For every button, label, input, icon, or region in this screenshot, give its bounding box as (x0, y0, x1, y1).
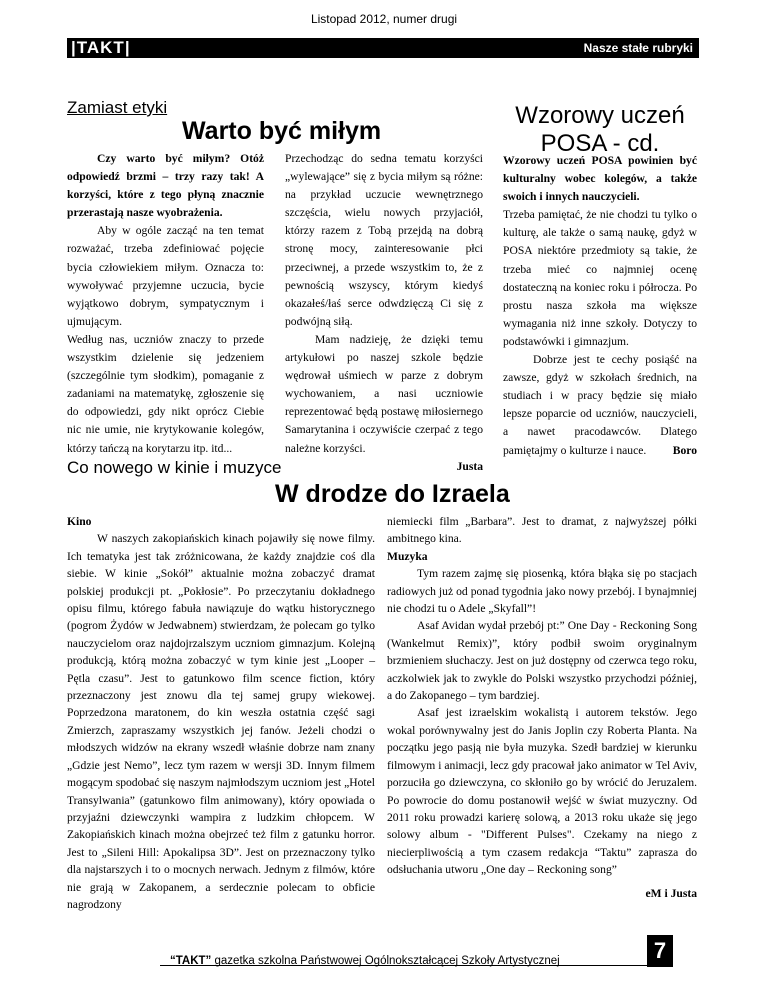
footer-text: gazetka szkolna Państwowej Ogólnokształcącej Szkoły Artystycznej (211, 955, 560, 967)
section1-col2-p2: Mam nadzieję, że dzięki temu artykułowi po naszej szkole będzie wędrował uśmiech w parze z dobrym wychowaniem, a nasi uczniowie reprezentować będą postawę miłosiernego Samarytanina i oczywiście czerpać z tego należne korzyści. (285, 332, 483, 455)
section1-lead: Czy warto być miłym? Otóż odpowiedź brzmi – trzy razy tak! A korzyści, które z tego płyną znacznie przerastają nasze wyobrażenia. (67, 152, 264, 220)
kino-heading: Kino (67, 515, 92, 528)
muzyka-heading: Muzyka (387, 549, 428, 563)
section1-col1-p1: Aby w ogóle zacząć na ten temat rozważać, trzeba zdefiniować pojęcie bycia człowiekiem miłym. Oznacza to: wywoływać przyjemne uczucia, bycie wyjątkowo dobrym, sympatycznym i ujmującym. (67, 224, 264, 328)
section2-signature: Boro (672, 443, 697, 457)
muzyka-p2: Asaf Avidan wydał przebój pt:” One Day - Reckoning Song (Wankelmut Remix)”, który podbił swoim oryginalnym brzmieniem słuchaczy. Jest on już dostępny od czerwca tego roku, aczkolwiek jak to zwykle do Polski wszystko przychodzi później, a do Zakopanego – tym bardziej. (387, 619, 697, 703)
header-band (67, 38, 699, 58)
section2-p2: Dobrze jest te cechy posiąść na zawsze, gdyż w szkołach średnich, na studiach i w pracy będzie się miało lepsze poparcie od uczniów, nauczycieli, a nawet pracodawców. Dlatego pamiętajmy o kulturze i nauce. (503, 353, 697, 457)
section1-title: Warto być miłym (182, 117, 382, 145)
kino-body: W naszych zakopiańskich kinach pojawiły się nowe filmy. Ich tematyka jest tak zróżnicowana, że każdy znajdzie coś dla siebie. W kinie „Sokół” aktualnie można zobaczyć dramat polskiej produkcji pt. „Pokłosie”. Po przeczytaniu dokładnego opisu filmu, którego fabuła nawiązuje do wątku historycznego (pogrom Żydów w Jedwabnem) stwierdzam, że polecam go tylko nauczycielom oraz najdojrzalszym uczniom gimnazjum. Kolejną produkcją, którą można zobaczyć w tym kinie jest „Looper – Pętla czasu”. Jest to gatunkowo film scence fiction, który przeznaczony jest znowu dla tej samej grupy wiekowej. Poprzedzona maratonem, do kin weszła ostatnia część sagi Zmierzch, zapraszamy wszystkich jej fanów. Jeżeli chodzi o młodszych widzów na ekrany wszedł właśnie dobrze nam znany „Gdzie jest Nemo”, lecz tym razem w wersji 3D. Innym filmem mogącym spodobać się naszym najmłodszym uczniom jest „Hotel Transylwania” (gatunkowo film animowany), który opowiada o przyjaźni dziewczynki wampira z ludzkim chłopcem. W Zakopiańskich kinach można obejrzeć też film z gatunku horror. Jest to „Sileni Hill: Apokalipsa 3D”. Jest on przeznaczony tylko dla najstarszych i to o mocnych nerwach. Jednym z filmów, które nie grają w Zakopanem, a serdecznie polecam to obficie nagrodzony (67, 532, 375, 911)
section2-p1: Trzeba pamiętać, że nie chodzi tu tylko o kulturę, ale także o samą naukę, gdyż w POSA niektóre przedmioty są takie, że trzeba mieć co najmniej ocenę dostateczną na koniec roku i półrocza. Po prostu nasza szkoła ma większe wymagania niż inne szkoły. Dotyczy to podstawówki i gimnazjum. (503, 208, 697, 348)
section2-title-line2: POSA - cd. (540, 130, 660, 157)
section3-kicker: Co nowego w kinie i muzyce (67, 458, 282, 477)
section2-title (500, 102, 700, 158)
section2-body (503, 152, 697, 460)
muzyka-p1: Tym razem zajmę się piosenką, która błąka się po stacjach radiowych już od ponad tygodnia jako nowy przebój. I bynajmniej nie chodzi tu o Adele „Skyfall”! (387, 567, 697, 616)
muzyka-p3: Asaf jest izraelskim wokalistą i autorem tekstów. Jego wokal porównywalny jest do Janis Joplin czy Roberta Planta. Na początku jego pasją nie była muzyka. Szedł bardziej w kierunku filmowym i animacji, lecz gdy pracował jako animator w Tel Aviv, porzuciła go dziewczyna, co skłoniło go by wrócić do Jeruzalem. Po powrocie do domu postanowił wejść w świat muzyczny. Od 2011 roku prowadzi karierę solową, a 2013 roku ukaże się jego solowy album - "Different Pulses". Czekamy na niego z niecierpliwością a tym czasem redakcja “Taktu” zaprasza do odsłuchania utworu „One day – Reckoning song” (387, 706, 697, 877)
section1-col1 (67, 150, 264, 458)
section3-title: W drodze do Izraela (275, 480, 510, 508)
issue-date: Listopad 2012, numer drugi (310, 12, 458, 26)
footer (170, 955, 560, 967)
section1-col2 (285, 150, 483, 476)
page-number: 7 (647, 935, 673, 967)
section1-signature: Justa (456, 459, 483, 473)
section2-lead: Wzorowy uczeń POSA powinien być kulturalny wobec kolegów, a także swoich i innych nauczycieli. (503, 154, 697, 204)
section1-col1-p2: Według nas, uczniów znaczy to przede wszystkim dzielenie się jedzeniem (szczególnie tym słodkim), pomaganie z zadaniami na matematykę, zgłoszenie się do odpowiedzi, gdy nikt oprócz Ciebie nic nie umie, nie krytykowanie kolegów, którzy tańczą na korytarzu itp. itd... (67, 332, 264, 455)
section3-signature: eM i Justa (645, 886, 697, 900)
takt-logo: |TAKT| (71, 38, 131, 57)
section1-col2-p1: Przechodząc do sedna tematu korzyści „wylewające” się z bycia miłym są różne: na przykład uczucie wewnętrznego szczęścia, wielu nowych przyjaciół, którzy razem z Tobą przejdą na dobrą stronę mocy, zainteresowanie płci przeciwnej, a przede wszystkim to, że z pewnością wszyscy, którym kiedyś okazałeś/łaś serce odwdzięczą Ci się z podwójną siłą. (285, 152, 483, 328)
kino-continued: niemiecki film „Barbara”. Jest to dramat, z najwyższej półki ambitnego kina. (387, 515, 697, 546)
section3-right (387, 513, 697, 902)
section2-title-line1: Wzorowy uczeń (515, 102, 685, 129)
rubric-label: Nasze stałe rubryki (583, 41, 693, 55)
section3-left (67, 513, 375, 913)
footer-brand: “TAKT” (170, 955, 212, 967)
section1-kicker: Zamiast etyki (67, 98, 168, 117)
